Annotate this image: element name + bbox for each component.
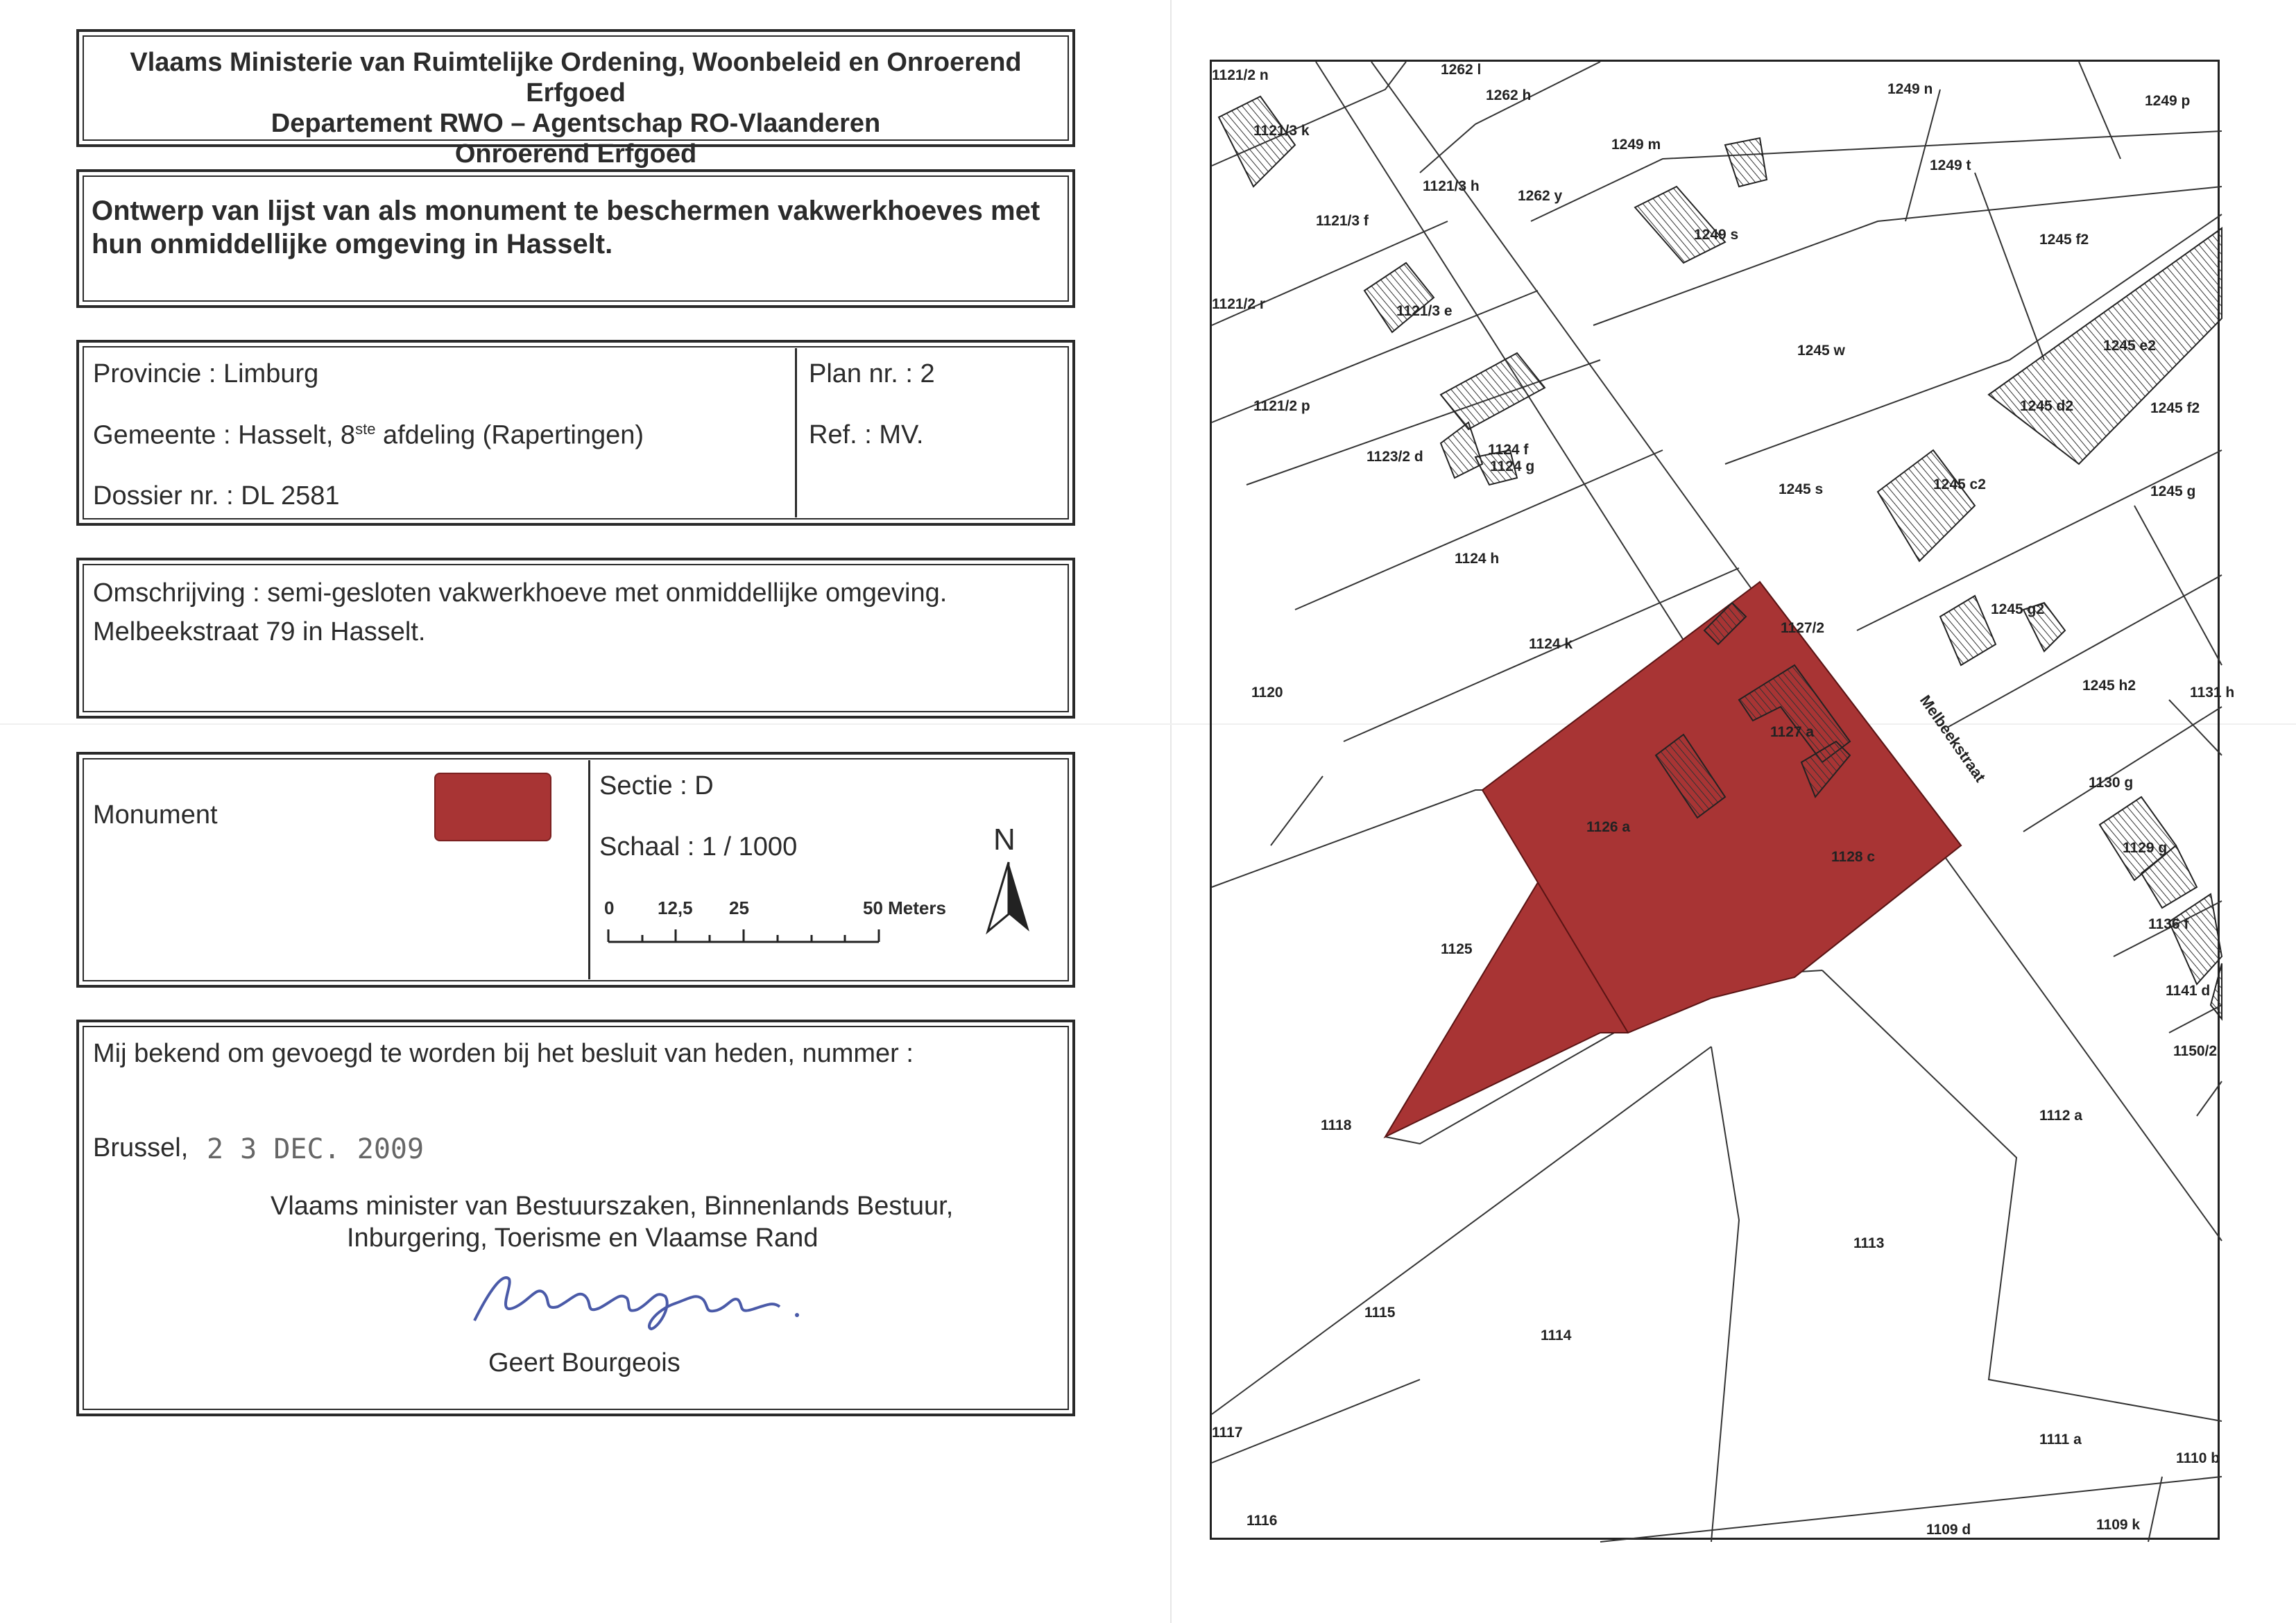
parcel-label: 1249 m (1611, 137, 1661, 153)
parcel-label: 1124 g (1490, 458, 1535, 474)
parcel-label: 1245 c2 (1933, 476, 1986, 492)
parcel-label: 1121/2 n (1212, 67, 1269, 83)
legend-divider (588, 760, 590, 979)
parcel-label: 1121/2 r (1212, 296, 1266, 312)
description-line2: Melbeekstraat 79 in Hasselt. (93, 617, 426, 646)
parcel-label: 1117 (1212, 1425, 1243, 1441)
parcel-label: 1249 t (1930, 157, 1971, 173)
parcel-label: 1109 d (1926, 1522, 1971, 1538)
parcel-label: 1249 p (2145, 93, 2191, 109)
parcel-label: 1245 w (1797, 343, 1845, 359)
parcel-label: 1124 f (1488, 442, 1529, 458)
scale-tick-12-5: 12,5 (658, 898, 693, 918)
reference: Ref. : MV. (809, 420, 924, 449)
parcel-label: 1115 (1364, 1305, 1396, 1321)
scale-tick-50: 50 Meters (863, 898, 946, 918)
north-label: N (993, 823, 1016, 857)
signature-box (76, 1020, 1075, 1416)
cadastral-map[interactable] (1210, 60, 2235, 1540)
monument-swatch (434, 773, 551, 841)
parcel-label: 1136 f (2148, 916, 2189, 932)
schaal: Schaal : 1 / 1000 (599, 832, 798, 861)
parcel-label: 1245 e2 (2103, 338, 2156, 354)
parcel-label: 1245 s (1779, 481, 1824, 497)
monument-label: Monument (93, 800, 218, 830)
gemeente-superscript: ste (355, 420, 376, 438)
parcel-label: 1150/2 (2173, 1043, 2218, 1059)
description-line1: Omschrijving : semi-gesloten vakwerkhoeve met onmiddellijke omgeving. (93, 578, 948, 608)
parcel-label: 1129 g (2123, 840, 2168, 856)
minister-title-line2: Inburgering, Toerisme en Vlaamse Rand (347, 1223, 819, 1253)
page-fold (1170, 0, 1172, 1623)
signature-intro: Mij bekend om gevoegd te worden bij het besluit van heden, nummer : (93, 1039, 914, 1068)
provincie: Provincie : Limburg (93, 359, 319, 388)
parcel-label: 1245 d2 (2020, 398, 2074, 414)
parcel-label: 1127/2 (1781, 620, 1825, 636)
parcel-label: 1245 g (2150, 483, 2196, 499)
map-canvas (1212, 62, 2235, 1542)
parcel-label: 1124 k (1529, 636, 1573, 652)
north-arrow-icon (984, 859, 1033, 935)
parcel-label: 1121/3 f (1316, 213, 1369, 229)
agency-name: Onroerend Erfgoed (454, 139, 697, 169)
location-info-box (76, 340, 1075, 526)
parcel-label: 1262 h (1486, 87, 1532, 103)
parcel-label: 1110 b (2176, 1450, 2220, 1466)
parcel-label: 1245 g2 (1991, 601, 2045, 617)
parcel-label: 1130 g (2089, 775, 2134, 791)
gemeente: Gemeente : Hasselt, 8ste afdeling (Rapertingen) (93, 420, 644, 450)
parcel-label: 1121/3 e (1396, 303, 1453, 319)
plan-number: Plan nr. : 2 (809, 359, 935, 388)
document-title-line1: Ontwerp van lijst van als monument te beschermen vakwerkhoeves met (92, 196, 1040, 226)
parcel-label: 1262 y (1518, 188, 1563, 204)
parcel-label: 1245 f2 (2150, 400, 2200, 416)
parcel-label: 1118 (1321, 1117, 1352, 1133)
date-stamp: 2 3 DEC. 2009 (207, 1133, 425, 1165)
scale-bar (606, 922, 884, 950)
parcel-label: 1125 (1441, 941, 1473, 957)
parcel-label: 1124 h (1455, 551, 1500, 567)
parcel-label: 1113 (1853, 1235, 1885, 1251)
ministry-name: Vlaams Ministerie van Ruimtelijke Ordening, Woonbeleid en Onroerend Erfgoed (130, 48, 1022, 108)
parcel-label: 1121/3 k (1253, 123, 1310, 139)
parcel-label: 1112 a (2039, 1108, 2082, 1124)
parcel-label: 1249 s (1694, 227, 1739, 243)
department-name: Departement RWO – Agentschap RO-Vlaanderen (271, 109, 881, 138)
parcel-label: 1141 d (2166, 983, 2211, 999)
parcel-label: 1126 a (1586, 819, 1631, 835)
parcel-label: 1114 (1541, 1328, 1572, 1343)
parcel-label: 1128 c (1831, 849, 1876, 865)
description-box (76, 558, 1075, 719)
ministry-header (76, 29, 1075, 169)
parcel-label: 1120 (1251, 685, 1283, 701)
sectie: Sectie : D (599, 771, 714, 800)
document-title-box (76, 169, 1075, 308)
scale-tick-0: 0 (604, 898, 615, 918)
parcel-label: 1245 h2 (2082, 678, 2136, 694)
parcel-label: 1245 f2 (2039, 232, 2089, 248)
minister-name: Geert Bourgeois (488, 1348, 680, 1377)
parcel-label: 1121/2 p (1253, 398, 1310, 414)
parcel-label: 1111 a (2039, 1432, 2082, 1448)
parcel-label: 1121/3 h (1423, 178, 1480, 194)
info-divider (795, 348, 797, 517)
minister-title-line1: Vlaams minister van Bestuurszaken, Binnenlands Bestuur, (271, 1192, 954, 1221)
dossier-number: Dossier nr. : DL 2581 (93, 481, 340, 510)
handwritten-signature (447, 1251, 877, 1334)
parcel-label: 1262 l (1441, 62, 1482, 78)
parcel-label: 1249 n (1887, 81, 1933, 97)
parcel-label: 1116 (1246, 1513, 1278, 1529)
place: Brussel, (93, 1133, 189, 1162)
parcel-label: 1131 h (2190, 685, 2235, 701)
parcel-label: 1127 a (1770, 724, 1815, 740)
scale-tick-25: 25 (729, 898, 749, 918)
street-name: Melbeekstraat (1916, 692, 1989, 786)
parcel-label: 1123/2 d (1367, 449, 1423, 465)
legend-box (76, 752, 1075, 988)
document-title-line2: hun onmiddellijke omgeving in Hasselt. (92, 229, 613, 259)
parcel-label: 1109 k (2096, 1517, 2141, 1533)
